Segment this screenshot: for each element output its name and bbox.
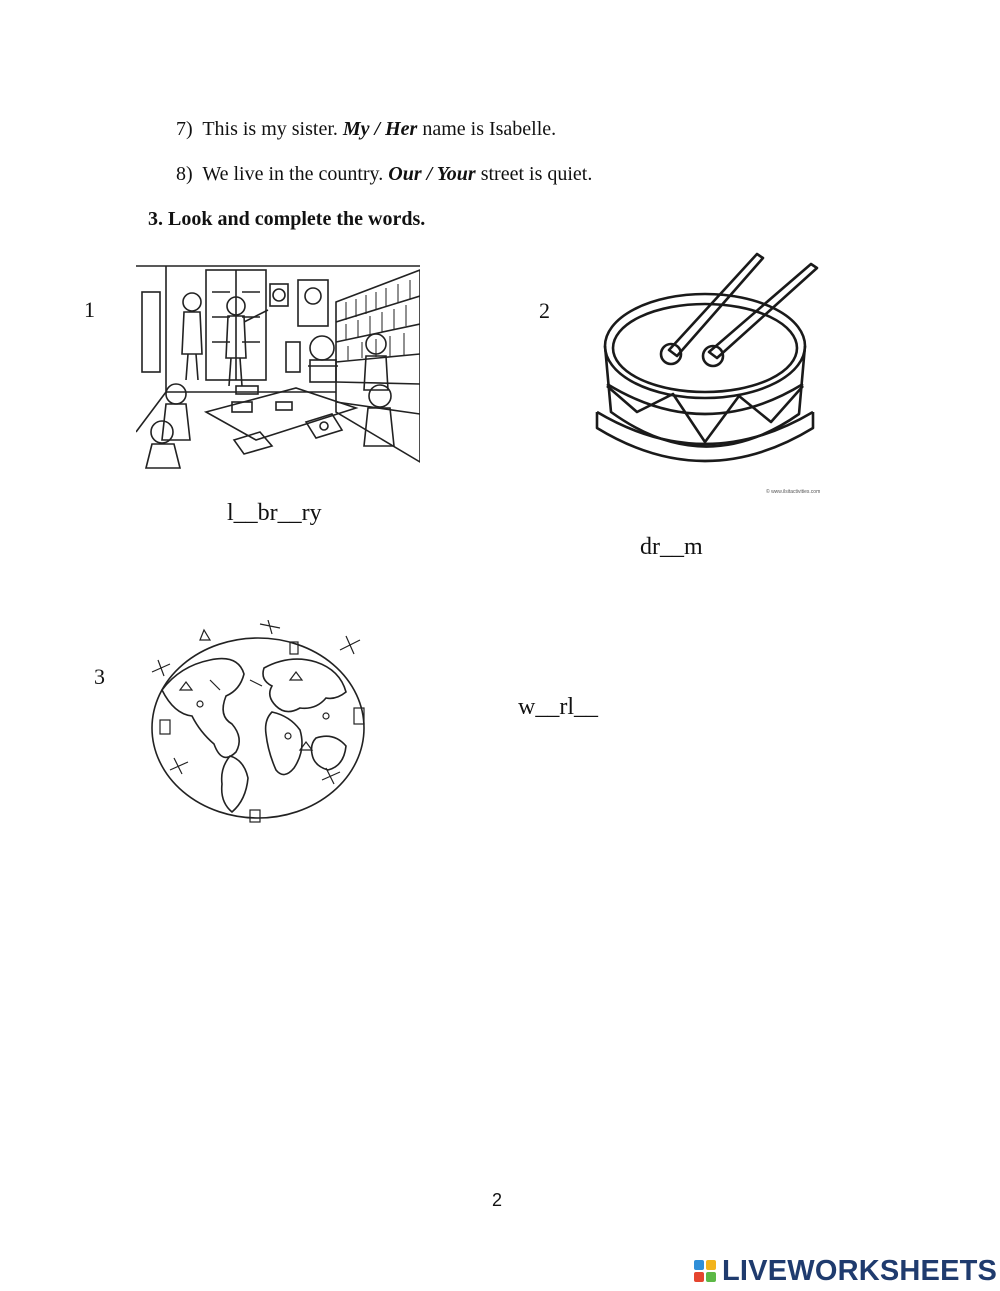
question-8-number: 8)	[176, 163, 193, 185]
liveworksheets-logo[interactable]	[694, 1254, 997, 1288]
item-2-word[interactable]: dr__m	[640, 534, 703, 560]
item-1-number: 1	[84, 297, 95, 322]
question-8	[176, 163, 592, 186]
logo-cubes-icon	[694, 1260, 716, 1282]
exercise-3-heading: 3. Look and complete the words.	[148, 208, 426, 230]
question-8-text-before: We live in the country.	[202, 163, 384, 185]
question-7-number: 7)	[176, 118, 193, 140]
question-7	[176, 118, 556, 141]
item-1-word[interactable]: l__br__ry	[227, 500, 322, 526]
drum-image-credit: © www.ilsitactivities.com	[766, 489, 821, 495]
drum-icon	[585, 244, 835, 500]
library-icon	[136, 262, 420, 470]
question-8-text-after: street is quiet.	[480, 163, 593, 185]
logo-cube-e	[706, 1272, 716, 1282]
item-3-number: 3	[94, 664, 105, 689]
item-3-word[interactable]: w__rl__	[518, 694, 598, 720]
globe-icon	[140, 620, 380, 830]
logo-cube-i	[706, 1260, 716, 1270]
question-7-text-after: name is Isabelle.	[422, 118, 557, 140]
question-8-choice[interactable]: Our / Your	[388, 163, 476, 185]
logo-text: LIVEWORKSHEETS	[722, 1254, 998, 1287]
item-2-number: 2	[539, 298, 550, 323]
logo-cube-l	[694, 1260, 704, 1270]
question-7-choice[interactable]: My / Her	[342, 118, 418, 140]
logo-cube-v	[694, 1272, 704, 1282]
question-7-text-before: This is my sister.	[202, 118, 338, 140]
page-number: 2	[492, 1190, 503, 1210]
